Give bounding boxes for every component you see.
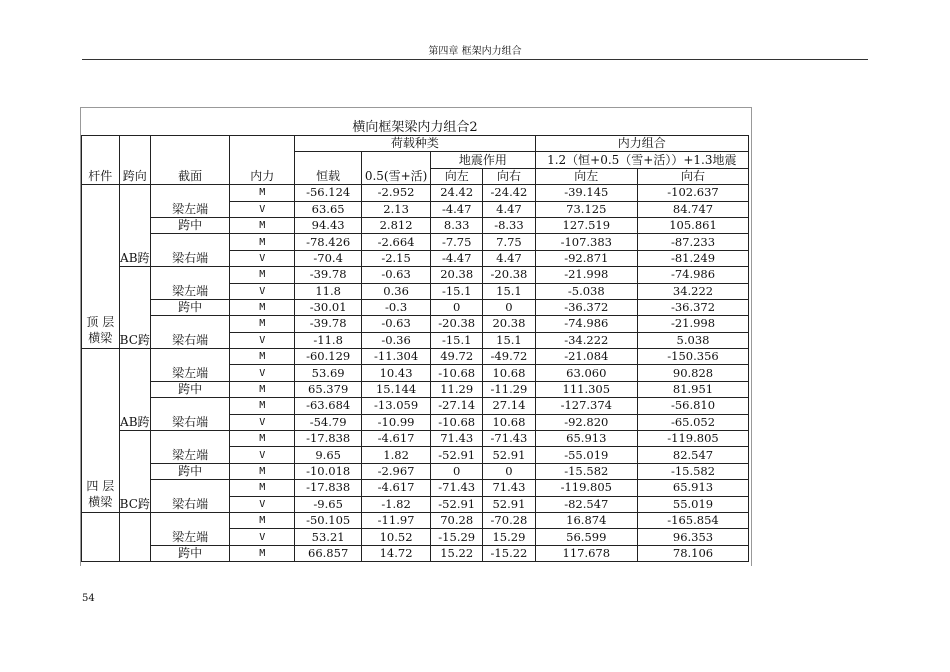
member-label: 顶 层 <box>86 315 115 330</box>
force-type-cell: V <box>230 365 295 381</box>
combo-left-cell: 117.678 <box>535 545 637 561</box>
combo-right-cell: 105.861 <box>638 217 749 233</box>
combo-left-cell: 65.913 <box>535 431 637 447</box>
dead-load-cell: -54.79 <box>295 414 362 430</box>
seismic-right-cell: -24.42 <box>483 185 535 201</box>
seismic-left-cell: 8.33 <box>431 217 483 233</box>
combo-right-cell: -102.637 <box>638 185 749 201</box>
combo-right-cell: -74.986 <box>638 267 749 283</box>
seismic-right-cell: 10.68 <box>483 414 535 430</box>
snow-live-cell: -1.82 <box>362 496 431 512</box>
seismic-right-cell: 10.68 <box>483 365 535 381</box>
combo-left-cell: -107.383 <box>535 234 637 250</box>
dead-load-cell: -60.129 <box>295 349 362 365</box>
seismic-left-cell: 71.43 <box>431 431 483 447</box>
seismic-left-cell: 0 <box>431 299 483 315</box>
combo-left-cell: 63.060 <box>535 365 637 381</box>
member-label: 四 层 <box>86 478 115 493</box>
snow-live-cell: -2.967 <box>362 463 431 479</box>
seismic-right-cell: 71.43 <box>483 480 535 496</box>
seismic-right-cell: -15.22 <box>483 545 535 561</box>
table-row <box>82 480 749 496</box>
table-row <box>82 185 749 201</box>
table-frame <box>80 107 752 566</box>
combo-right-cell: -150.356 <box>638 349 749 365</box>
seismic-right-cell: 0 <box>483 299 535 315</box>
section-cell: 跨中 <box>150 545 229 561</box>
force-type-cell: M <box>230 349 295 365</box>
table-title: 横向框架梁内力组合2 <box>82 108 749 136</box>
header-force: 内力 <box>230 136 295 185</box>
header-member: 杆件 <box>82 136 120 185</box>
dead-load-cell: -9.65 <box>295 496 362 512</box>
seismic-right-cell: 52.91 <box>483 496 535 512</box>
combo-left-cell: -5.038 <box>535 283 637 299</box>
seismic-left-cell: -52.91 <box>431 496 483 512</box>
snow-live-cell: -10.99 <box>362 414 431 430</box>
combo-right-cell: -81.249 <box>638 250 749 266</box>
table-row <box>82 431 749 447</box>
seismic-left-cell: -52.91 <box>431 447 483 463</box>
force-type-cell: M <box>230 185 295 201</box>
seismic-left-cell: -20.38 <box>431 316 483 332</box>
snow-live-cell: -0.36 <box>362 332 431 348</box>
force-type-cell: M <box>230 381 295 397</box>
seismic-right-cell: 52.91 <box>483 447 535 463</box>
combo-left-cell: -21.084 <box>535 349 637 365</box>
force-type-cell: M <box>230 431 295 447</box>
header-combo: 内力组合 <box>535 136 748 152</box>
force-type-cell: M <box>230 480 295 496</box>
table-row <box>82 217 749 233</box>
span-cell: AB跨 <box>119 185 150 267</box>
header-rule <box>82 59 868 60</box>
seismic-left-cell: 20.38 <box>431 267 483 283</box>
header-combo-left: 向左 <box>535 168 637 184</box>
seismic-right-cell: 4.47 <box>483 250 535 266</box>
span-cell: AB跨 <box>119 349 150 431</box>
header-seismic-right: 向右 <box>483 168 535 184</box>
combo-left-cell: -15.582 <box>535 463 637 479</box>
force-type-cell: M <box>230 545 295 561</box>
seismic-right-cell: 4.47 <box>483 201 535 217</box>
dead-load-cell: -50.105 <box>295 512 362 528</box>
span-cell <box>119 512 150 561</box>
force-type-cell: M <box>230 299 295 315</box>
combo-right-cell: -65.052 <box>638 414 749 430</box>
snow-live-cell: -0.63 <box>362 267 431 283</box>
section-cell: 梁右端 <box>150 234 229 267</box>
section-cell: 梁左端 <box>150 185 229 218</box>
span-cell: BC跨 <box>119 431 150 513</box>
seismic-left-cell: -15.1 <box>431 332 483 348</box>
combo-left-cell: -55.019 <box>535 447 637 463</box>
section-cell: 跨中 <box>150 381 229 397</box>
header-seismic-left: 向左 <box>431 168 483 184</box>
snow-live-cell: -4.617 <box>362 480 431 496</box>
span-cell: BC跨 <box>119 267 150 349</box>
snow-live-cell: 10.52 <box>362 529 431 545</box>
dead-load-cell: 53.21 <box>295 529 362 545</box>
combo-left-cell: 111.305 <box>535 381 637 397</box>
table-row <box>82 299 749 315</box>
combo-right-cell: -21.998 <box>638 316 749 332</box>
table-row <box>82 545 749 561</box>
force-type-cell: V <box>230 250 295 266</box>
seismic-left-cell: -4.47 <box>431 201 483 217</box>
seismic-left-cell: -7.75 <box>431 234 483 250</box>
section-cell: 梁右端 <box>150 316 229 349</box>
internal-force-table <box>81 108 749 562</box>
force-type-cell: V <box>230 283 295 299</box>
dead-load-cell: -10.018 <box>295 463 362 479</box>
combo-left-cell: -21.998 <box>535 267 637 283</box>
force-type-cell: M <box>230 463 295 479</box>
seismic-right-cell: -70.28 <box>483 512 535 528</box>
combo-right-cell: 55.019 <box>638 496 749 512</box>
table-row <box>82 267 749 283</box>
combo-right-cell: 34.222 <box>638 283 749 299</box>
snow-live-cell: -2.15 <box>362 250 431 266</box>
seismic-right-cell: 27.14 <box>483 398 535 414</box>
section-cell: 梁左端 <box>150 349 229 382</box>
section-cell: 跨中 <box>150 463 229 479</box>
snow-live-cell: 15.144 <box>362 381 431 397</box>
combo-right-cell: -15.582 <box>638 463 749 479</box>
snow-live-cell: -4.617 <box>362 431 431 447</box>
seismic-left-cell: -71.43 <box>431 480 483 496</box>
snow-live-cell: 10.43 <box>362 365 431 381</box>
dead-load-cell: -17.838 <box>295 431 362 447</box>
snow-live-cell: 2.13 <box>362 201 431 217</box>
seismic-right-cell: -49.72 <box>483 349 535 365</box>
seismic-left-cell: -15.29 <box>431 529 483 545</box>
section-cell: 跨中 <box>150 217 229 233</box>
table-row <box>82 381 749 397</box>
force-type-cell: M <box>230 316 295 332</box>
snow-live-cell: -0.63 <box>362 316 431 332</box>
combo-right-cell: 78.106 <box>638 545 749 561</box>
page-header: 第四章 框架内力组合 <box>428 46 522 57</box>
combo-left-cell: 56.599 <box>535 529 637 545</box>
snow-live-cell: -2.664 <box>362 234 431 250</box>
dead-load-cell: 94.43 <box>295 217 362 233</box>
seismic-left-cell: 11.29 <box>431 381 483 397</box>
section-cell: 梁左端 <box>150 267 229 300</box>
combo-right-cell: 84.747 <box>638 201 749 217</box>
force-type-cell: M <box>230 217 295 233</box>
dead-load-cell: 65.379 <box>295 381 362 397</box>
seismic-right-cell: 20.38 <box>483 316 535 332</box>
page-number: 54 <box>82 593 95 604</box>
member-cell <box>82 185 120 349</box>
header-combo-right: 向右 <box>638 168 749 184</box>
combo-right-cell: 5.038 <box>638 332 749 348</box>
section-cell: 梁右端 <box>150 480 229 513</box>
dead-load-cell: 53.69 <box>295 365 362 381</box>
seismic-left-cell: -10.68 <box>431 414 483 430</box>
seismic-left-cell: 24.42 <box>431 185 483 201</box>
member-label: 横梁 <box>88 331 113 346</box>
dead-load-cell: 63.65 <box>295 201 362 217</box>
combo-left-cell: 73.125 <box>535 201 637 217</box>
header-combo-formula: 1.2（恒+0.5（雪+活））+1.3地震 <box>535 152 748 168</box>
force-type-cell: M <box>230 512 295 528</box>
combo-right-cell: -119.805 <box>638 431 749 447</box>
seismic-right-cell: -20.38 <box>483 267 535 283</box>
seismic-right-cell: 15.1 <box>483 332 535 348</box>
combo-right-cell: -165.854 <box>638 512 749 528</box>
combo-left-cell: -82.547 <box>535 496 637 512</box>
combo-left-cell: -119.805 <box>535 480 637 496</box>
snow-live-cell: 14.72 <box>362 545 431 561</box>
combo-right-cell: 90.828 <box>638 365 749 381</box>
combo-left-cell: -34.222 <box>535 332 637 348</box>
dead-load-cell: -11.8 <box>295 332 362 348</box>
seismic-left-cell: 15.22 <box>431 545 483 561</box>
combo-left-cell: -127.374 <box>535 398 637 414</box>
member-label: 横梁 <box>88 494 113 509</box>
seismic-left-cell: -4.47 <box>431 250 483 266</box>
combo-right-cell: -56.810 <box>638 398 749 414</box>
seismic-left-cell: 49.72 <box>431 349 483 365</box>
combo-left-cell: 127.519 <box>535 217 637 233</box>
force-type-cell: V <box>230 414 295 430</box>
header-seismic: 地震作用 <box>431 152 536 168</box>
section-cell: 梁左端 <box>150 431 229 464</box>
member-cell <box>82 512 120 561</box>
seismic-right-cell: -71.43 <box>483 431 535 447</box>
snow-live-cell: -2.952 <box>362 185 431 201</box>
header-span: 跨向 <box>119 136 150 185</box>
force-type-cell: V <box>230 332 295 348</box>
dead-load-cell: 66.857 <box>295 545 362 561</box>
seismic-left-cell: -10.68 <box>431 365 483 381</box>
seismic-right-cell: -11.29 <box>483 381 535 397</box>
combo-left-cell: -39.145 <box>535 185 637 201</box>
dead-load-cell: 11.8 <box>295 283 362 299</box>
dead-load-cell: -30.01 <box>295 299 362 315</box>
table-row <box>82 398 749 414</box>
dead-load-cell: -56.124 <box>295 185 362 201</box>
force-type-cell: M <box>230 398 295 414</box>
section-cell: 梁左端 <box>150 512 229 545</box>
snow-live-cell: 2.812 <box>362 217 431 233</box>
dead-load-cell: 9.65 <box>295 447 362 463</box>
seismic-right-cell: 15.29 <box>483 529 535 545</box>
seismic-left-cell: -27.14 <box>431 398 483 414</box>
combo-left-cell: 16.874 <box>535 512 637 528</box>
header-section: 截面 <box>150 136 229 185</box>
seismic-right-cell: 0 <box>483 463 535 479</box>
table-row <box>82 316 749 332</box>
force-type-cell: V <box>230 529 295 545</box>
force-type-cell: V <box>230 201 295 217</box>
section-cell: 梁右端 <box>150 398 229 431</box>
snow-live-cell: -13.059 <box>362 398 431 414</box>
dead-load-cell: -17.838 <box>295 480 362 496</box>
seismic-right-cell: -8.33 <box>483 217 535 233</box>
combo-left-cell: -74.986 <box>535 316 637 332</box>
seismic-right-cell: 15.1 <box>483 283 535 299</box>
seismic-left-cell: 70.28 <box>431 512 483 528</box>
dead-load-cell: -63.684 <box>295 398 362 414</box>
seismic-left-cell: 0 <box>431 463 483 479</box>
dead-load-cell: -70.4 <box>295 250 362 266</box>
seismic-left-cell: -15.1 <box>431 283 483 299</box>
combo-right-cell: -87.233 <box>638 234 749 250</box>
dead-load-cell: -39.78 <box>295 267 362 283</box>
snow-live-cell: 0.36 <box>362 283 431 299</box>
combo-left-cell: -92.820 <box>535 414 637 430</box>
combo-right-cell: -36.372 <box>638 299 749 315</box>
dead-load-cell: -39.78 <box>295 316 362 332</box>
combo-right-cell: 65.913 <box>638 480 749 496</box>
section-cell: 跨中 <box>150 299 229 315</box>
force-type-cell: V <box>230 496 295 512</box>
combo-left-cell: -92.871 <box>535 250 637 266</box>
combo-left-cell: -36.372 <box>535 299 637 315</box>
combo-right-cell: 96.353 <box>638 529 749 545</box>
snow-live-cell: 1.82 <box>362 447 431 463</box>
snow-live-cell: -0.3 <box>362 299 431 315</box>
dead-load-cell: -78.426 <box>295 234 362 250</box>
header-snow-live: 0.5(雪+活) <box>362 152 431 185</box>
header-load-types: 荷载种类 <box>295 136 535 152</box>
force-type-cell: M <box>230 267 295 283</box>
force-type-cell: M <box>230 234 295 250</box>
combo-right-cell: 81.951 <box>638 381 749 397</box>
table-row <box>82 234 749 250</box>
seismic-right-cell: 7.75 <box>483 234 535 250</box>
table-row <box>82 349 749 365</box>
header-dead-load: 恒载 <box>295 152 362 185</box>
table-row <box>82 463 749 479</box>
snow-live-cell: -11.304 <box>362 349 431 365</box>
combo-right-cell: 82.547 <box>638 447 749 463</box>
snow-live-cell: -11.97 <box>362 512 431 528</box>
member-cell <box>82 349 120 513</box>
force-type-cell: V <box>230 447 295 463</box>
table-row <box>82 512 749 528</box>
